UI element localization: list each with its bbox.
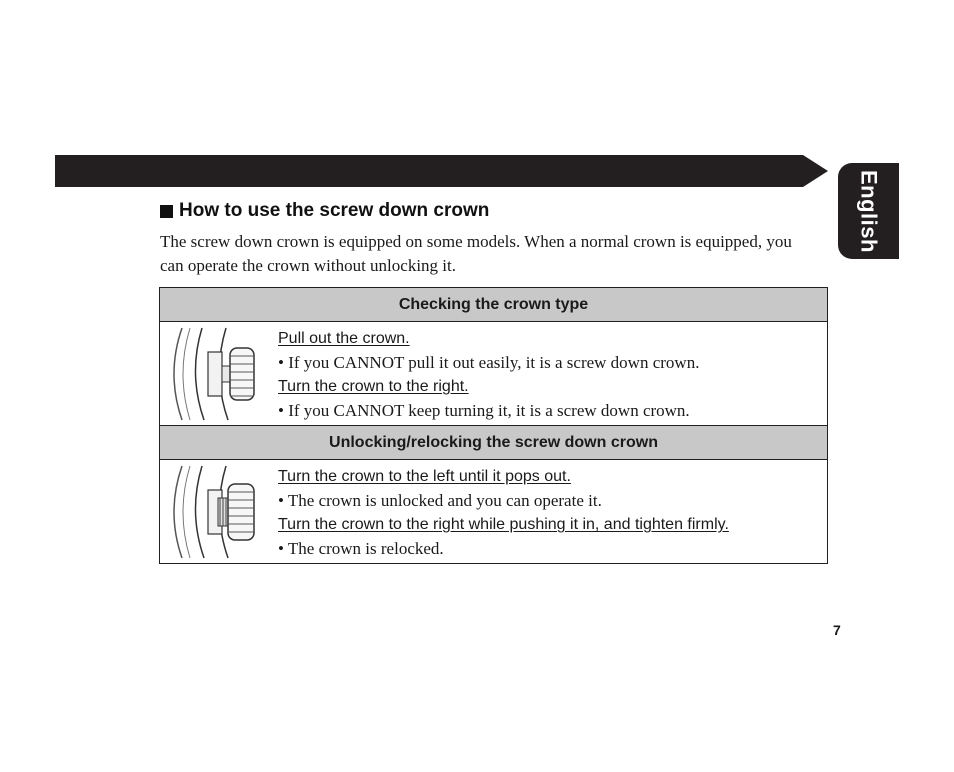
crown-table xyxy=(159,287,828,564)
intro-paragraph: The screw down crown is equipped on some models. When a normal crown is equipped, you can operate the crown without unlocking it. xyxy=(160,232,792,275)
header-bar xyxy=(55,155,830,187)
language-tab[interactable] xyxy=(838,163,899,259)
unlocking-note-2: • The crown is relocked. xyxy=(278,539,444,558)
page-number: 7 xyxy=(833,622,841,638)
section-heading-text: How to use the screw down crown xyxy=(179,200,490,221)
crown-unscrewed-illustration xyxy=(160,460,278,563)
checking-note-2: • If you CANNOT keep turning it, it is a screw down crown. xyxy=(278,401,690,420)
checking-row xyxy=(160,322,827,425)
checking-step-1: Pull out the crown. xyxy=(278,330,410,347)
unlocking-step-1: Turn the crown to the left until it pops out. xyxy=(278,468,571,485)
black-square-icon xyxy=(160,205,173,218)
unlocking-note-1: • The crown is unlocked and you can operate it. xyxy=(278,491,602,510)
language-tab-label: English xyxy=(856,169,882,253)
unlocking-header: Unlocking/relocking the screw down crown xyxy=(160,425,827,460)
unlocking-row xyxy=(160,460,827,563)
section-heading xyxy=(160,200,489,222)
checking-step-2: Turn the crown to the right. xyxy=(278,378,469,395)
unlocking-step-2: Turn the crown to the right while pushing it in, and tighten firmly. xyxy=(278,516,729,533)
checking-instructions xyxy=(278,322,699,425)
crown-pulled-illustration xyxy=(160,322,278,425)
checking-note-1: • If you CANNOT pull it out easily, it is a screw down crown. xyxy=(278,353,700,372)
unlocking-instructions xyxy=(278,460,729,563)
checking-header: Checking the crown type xyxy=(160,288,827,322)
